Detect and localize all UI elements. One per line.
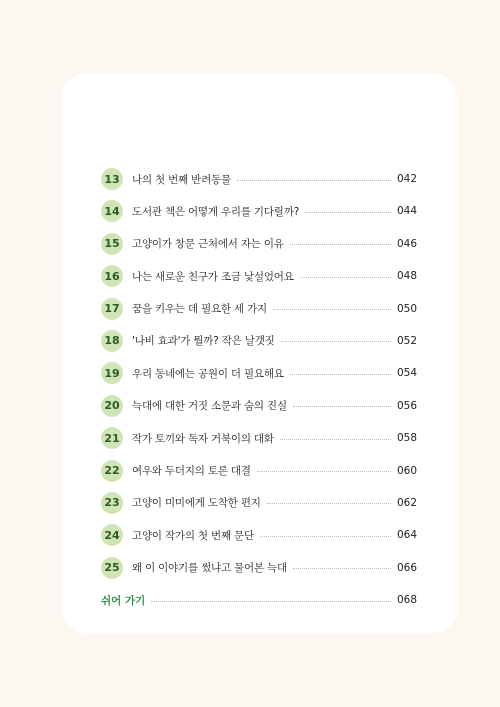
toc-row[interactable]	[101, 167, 417, 191]
dot-leader	[267, 503, 391, 504]
dot-leader	[290, 244, 391, 245]
chapter-number-badge: 22	[101, 460, 123, 482]
page-number: 044	[396, 205, 417, 218]
chapter-number-badge: 23	[101, 492, 123, 514]
dot-leader	[293, 406, 391, 407]
toc-row[interactable]	[101, 361, 417, 385]
toc-row[interactable]	[101, 199, 417, 223]
chapter-title: 나는 새로운 친구가 조금 낯설었어요	[132, 270, 294, 283]
chapter-title: '나비 효과'가 뭘까? 작은 날갯짓	[132, 335, 275, 348]
chapter-number-badge: 24	[101, 524, 123, 546]
chapter-title: 늑대에 대한 거짓 소문과 숨의 진실	[132, 400, 287, 413]
chapter-title: 고양이가 창문 근처에서 자는 이유	[132, 238, 284, 251]
toc-row[interactable]	[101, 459, 417, 483]
chapter-title: 나의 첫 번째 반려동물	[132, 173, 231, 186]
dot-leader	[151, 601, 391, 602]
toc-row[interactable]	[101, 556, 417, 580]
page-number: 052	[396, 334, 417, 347]
page-number: 066	[396, 561, 417, 574]
chapter-title: 우리 동네에는 공원이 더 필요해요	[132, 367, 284, 380]
toc-row[interactable]	[101, 523, 417, 547]
dot-leader	[281, 341, 391, 342]
chapter-title: 고양이 작가의 첫 번째 문단	[132, 529, 254, 542]
page-number: 046	[396, 237, 417, 250]
chapter-number-badge: 13	[101, 168, 123, 190]
toc-row[interactable]	[101, 329, 417, 353]
toc-row[interactable]	[101, 426, 417, 450]
dot-leader	[293, 568, 391, 569]
toc-row[interactable]	[101, 297, 417, 321]
page-number: 062	[396, 496, 417, 509]
toc-row[interactable]	[101, 264, 417, 288]
dot-leader	[260, 536, 391, 537]
chapter-number-badge: 16	[101, 265, 123, 287]
chapter-title: 도서관 책은 어떻게 우리를 기다릴까?	[132, 205, 300, 218]
chapter-number-badge: 21	[101, 427, 123, 449]
page-number: 068	[396, 594, 417, 607]
chapter-title: 고양이 미미에게 도착한 편지	[132, 497, 261, 510]
page-number: 056	[396, 399, 417, 412]
break-section-title: 쉬어 가기	[101, 594, 146, 607]
page-number: 050	[396, 302, 417, 315]
toc-row[interactable]	[101, 491, 417, 515]
dot-leader	[290, 374, 391, 375]
chapter-number-badge: 20	[101, 395, 123, 417]
table-of-contents	[101, 167, 417, 620]
page-number: 042	[396, 173, 417, 185]
page-number: 048	[396, 270, 417, 283]
chapter-title: 작가 토끼와 독자 거북이의 대화	[132, 432, 274, 445]
dot-leader	[280, 439, 391, 440]
dot-leader	[300, 277, 391, 278]
toc-row[interactable]	[101, 394, 417, 418]
chapter-title: 여우와 두더지의 토론 대결	[132, 465, 251, 478]
dot-leader	[305, 212, 391, 213]
page-number: 064	[396, 529, 417, 542]
page-number: 054	[396, 367, 417, 380]
dot-leader	[257, 471, 391, 472]
chapter-number-badge: 17	[101, 298, 123, 320]
toc-row-break-section[interactable]	[101, 588, 417, 612]
page-number: 060	[396, 464, 417, 477]
chapter-title: 왜 이 이야기를 썼냐고 물어본 늑대	[132, 562, 287, 575]
chapter-number-badge: 14	[101, 200, 123, 222]
page-number: 058	[396, 432, 417, 445]
dot-leader	[237, 180, 391, 181]
chapter-number-badge: 15	[101, 233, 123, 255]
chapter-title: 꿈을 키우는 데 필요한 세 가지	[132, 303, 268, 316]
chapter-number-badge: 19	[101, 362, 123, 384]
chapter-number-badge: 18	[101, 330, 123, 352]
dot-leader	[273, 309, 391, 310]
toc-row[interactable]	[101, 232, 417, 256]
chapter-number-badge: 25	[101, 557, 123, 579]
